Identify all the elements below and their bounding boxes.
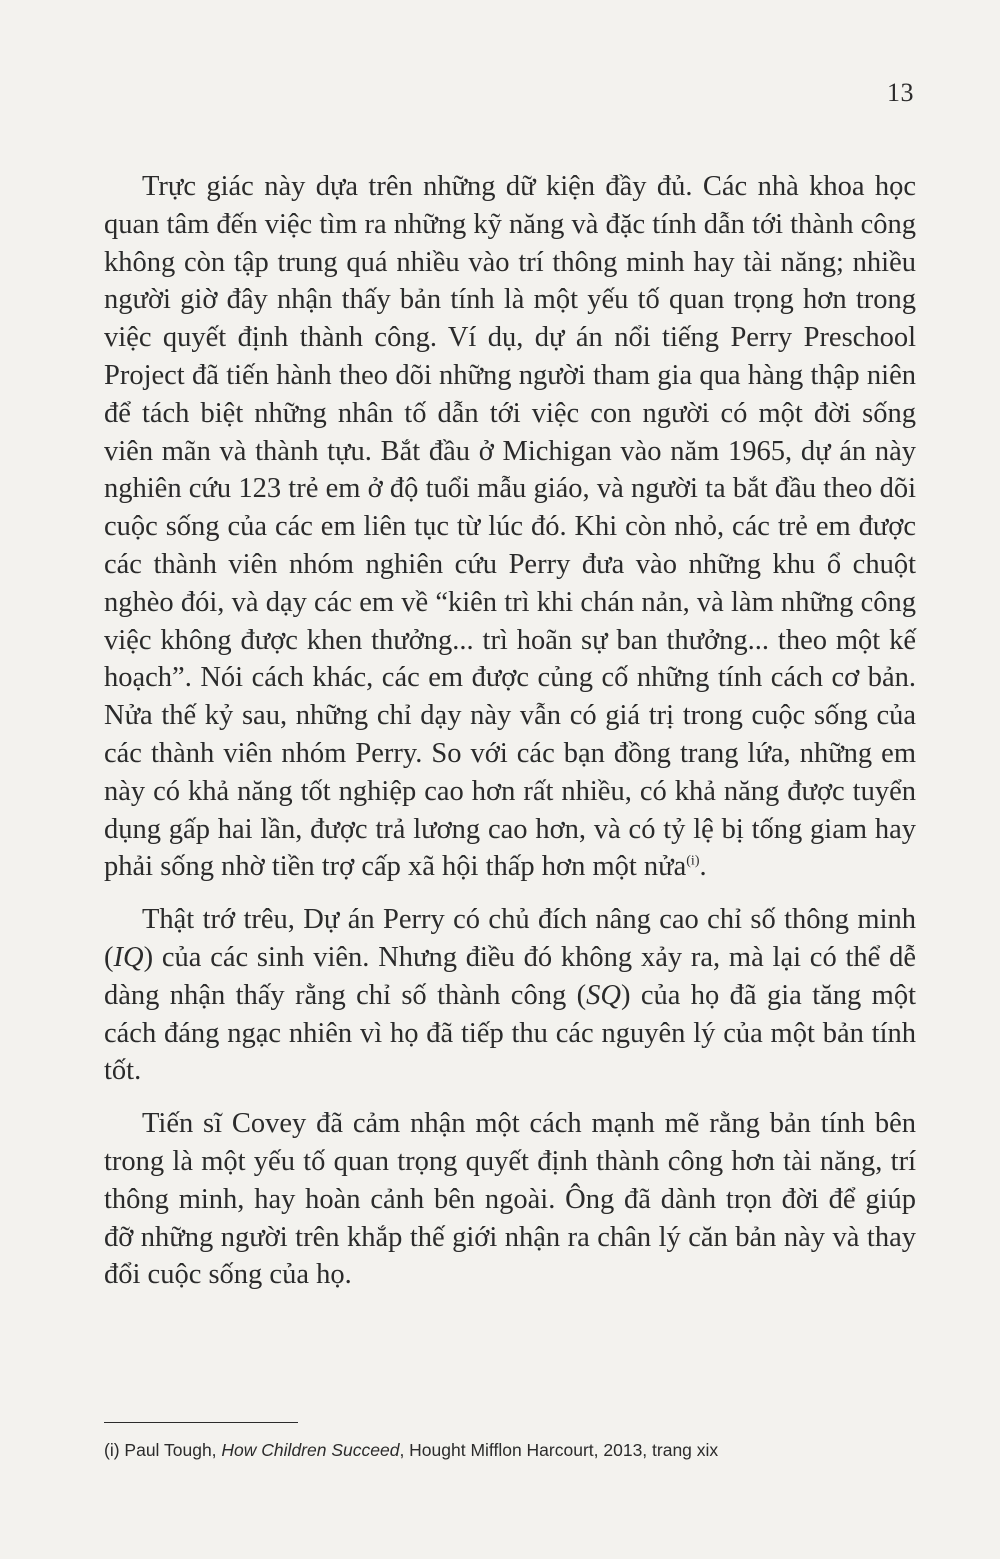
paragraph-3-text: Tiến sĩ Covey đã cảm nhận một cách mạnh mẽ rằng bản tính bên trong là một yếu tố quan trọng quyết định thành công hơn tài năng, trí thông minh, hay hoàn cảnh bên ngoài. Ông đã dành trọn đời để giúp đỡ những người trên khắp thế giới nhận ra chân lý căn bản này và thay đổi cuộc sống của họ. [104,1108,916,1291]
sq-term: SQ [586,979,621,1011]
footnote [104,1438,916,1462]
paragraph-1-end: . [699,851,707,883]
page-number: 13 [887,78,914,107]
paragraph-2 [104,901,916,1090]
paragraph-2-part3: ) của họ đã gia tăng một cách đáng ngạc nhiên vì họ đã tiếp thu các nguyên lý của một bản tính tốt. [104,979,917,1087]
footnote-reference[interactable]: (i) [686,853,700,869]
iq-term: IQ [113,941,144,973]
footnote-divider [104,1422,298,1423]
paragraph-3 [104,1105,916,1294]
footnote-book-title: How Children Succeed [221,1440,400,1460]
paragraph-2-part2: ) của các sinh viên. Nhưng điều đó không xảy ra, mà lại có thể dễ dàng nhận thấy rằng chỉ số thành công ( [104,941,916,1011]
paragraph-1-text: Trực giác này dựa trên những dữ kiện đầy đủ. Các nhà khoa học quan tâm đến việc tìm ra những kỹ năng và đặc tính dẫn tới thành công không còn tập trung quá nhiều vào trí thông minh hay tài năng; nhiều người giờ đây nhận thấy bản tính là một yếu tố quan trọng hơn trong việc quyết định thành công. Ví dụ, dự án nổi tiếng Perry Preschool Project đã tiến hành theo dõi những người tham gia qua hàng thập niên để tách biệt những nhân tố dẫn tới việc con người có một đời sống viên mãn và thành tựu. Bắt đầu ở Michigan vào năm 1965, dự án này nghiên cứu 123 trẻ em ở độ tuổi mẫu giáo, và người ta bắt đầu theo dõi cuộc sống của các em liên tục từ lúc đó. Khi còn nhỏ, các trẻ em được các thành viên nhóm nghiên cứu Perry đưa vào những khu ổ chuột nghèo đói, và dạy các em về “kiên trì khi chán nản, và làm những công việc không được khen thưởng... trì hoãn sự ban thưởng... theo một kế hoạch”. Nói cách khác, các em được củng cố những tính cách cơ bản. Nửa thế kỷ sau, những chỉ dạy này vẫn có giá trị trong cuộc sống của các thành viên nhóm Perry. So với các bạn đồng trang lứa, những em này có khả năng tốt nghiệp cao hơn rất nhiều, có khả năng được tuyển dụng gấp hai lần, được trả lương cao hơn, và có tỷ lệ bị tống giam hay phải sống nhờ tiền trợ cấp xã hội thấp hơn một nửa [104,171,916,883]
paragraph-2-part1: Thật trớ trêu, Dự án Perry có chủ đích nâng cao chỉ số thông minh ( [104,904,916,973]
body-text [104,168,916,1309]
footnote-author: Paul Tough, [124,1440,217,1460]
footnote-publication: , Hought Mifflon Harcourt, 2013, trang xix [399,1440,719,1460]
paragraph-1 [104,168,916,886]
footnote-marker: (i) [104,1440,120,1460]
